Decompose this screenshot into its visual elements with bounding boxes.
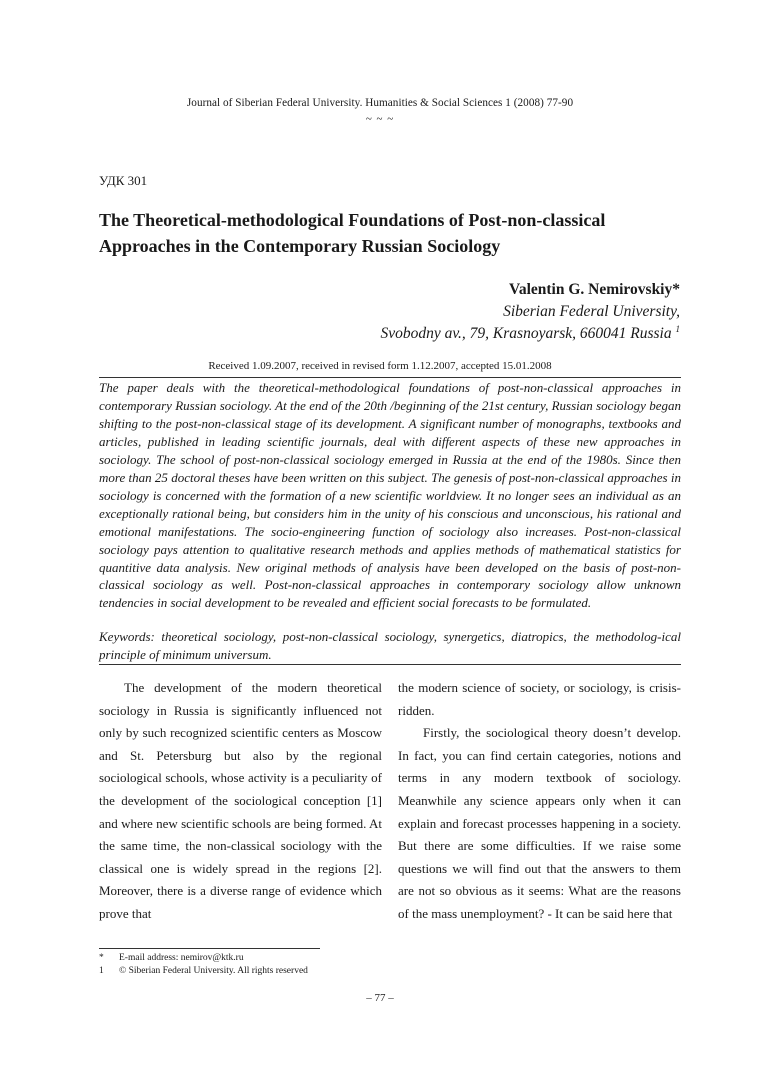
body-paragraph: the modern science of society, or sociology, is crisis-ridden. xyxy=(398,680,681,718)
body-column-right xyxy=(398,677,681,926)
title-line-1: The Theoretical-methodological Foundations of Post-non-classical xyxy=(99,210,606,230)
header-ornament: ~ ~ ~ xyxy=(365,113,395,125)
footnote-rule xyxy=(99,948,320,949)
body-column-left xyxy=(99,677,382,926)
title-line-2: Approaches in the Contemporary Russian Sociology xyxy=(99,236,501,256)
address-footnote-mark: 1 xyxy=(675,323,680,334)
abstract: The paper deals with the theoretical-methodological foundations of post-non-classical approaches in contemporary Russian sociology. At the end of the 20th /beginning of the 21st century, Russian sociology began shifting to the post-non-classical stage of its development. A significant number of monographs, textbooks and articles, published in leading scientific journals, deal with different aspects of these new approaches in sociology. The school of post-non-classical sociology emerged in Russia at the end of the 1980s. Since then more than 25 doctoral theses have been written on this subject. The genesis of post-non-classical approaches in sociology is concerned with the formation of a new scientific worldview. It no longer sees an individual as an exceptionally rational being, but considers him in the unity of his conscious and unconscious, his rational and emotional manifestations. The socio-engineering function of sociology also increases. Post-non-classical sociology pays attention to qualitative research methods and applies methods of mathematical statistics for quantitive data analysis. New original methods of analysis have been developed on the basis of post-non-classical sociology as well. Post-non-classical approaches in contemporary sociology allow unknown tendencies in social development to be revealed and efficient social forecasts to be formulated. xyxy=(99,380,681,611)
author-address: Svobodny av., 79, Krasnoyarsk, 660041 Russia xyxy=(380,325,672,342)
footnote-text: E-mail address: nemirov@ktk.ru xyxy=(119,953,244,963)
author-name: Valentin G. Nemirovskiy* xyxy=(509,281,680,298)
footnote-mark: * xyxy=(99,953,104,963)
footnote xyxy=(99,952,244,964)
footnote-mark: 1 xyxy=(99,966,104,976)
received-dates: Received 1.09.2007, received in revised form 1.12.2007, accepted 15.01.2008 xyxy=(208,360,552,372)
journal-header: Journal of Siberian Federal University. Humanities & Social Sciences 1 (2008) 77-90 xyxy=(186,97,574,109)
body-paragraph: The development of the modern theoretical sociology in Russia is significantly influenced not only by such recognized scientific centers as Moscow and St. Petersburg but also by the regional sociological schools, whose activity is a peculiarity of the development of the sociological conception [1] and where new scientific schools are being formed. At the same time, the non-classical sociology with the classical one is widely spread in the regions [2]. Moreover, there is a diverse range of evidence which prove that xyxy=(99,680,382,921)
author-block xyxy=(380,279,680,345)
udk-code: УДК 301 xyxy=(99,173,148,188)
author-address-line xyxy=(380,323,680,345)
body-paragraph: Firstly, the sociological theory doesn’t develop. In fact, you can find certain categories, notions and terms in any modern textbook of sociology. Meanwhile any science appears only when it can explain and forecast processes happening in a society. But there are some difficulties. If we raise some questions we will find out that the answers to them are not so obvious as it seems: What are the reasons of the mass unemployment? - It can be said here that xyxy=(398,725,681,921)
keywords: Keywords: theoretical sociology, post-non-classical sociology, synergetics, diatropics, the methodolog-ical principle of minimum universum. xyxy=(99,629,681,662)
footnote-text: © Siberian Federal University. All rights reserved xyxy=(119,966,308,976)
paper-title xyxy=(99,207,679,259)
footnote xyxy=(99,965,308,977)
page-number: – 77 – xyxy=(366,992,394,1004)
abstract-bottom-rule xyxy=(99,664,681,665)
author-affiliation: Siberian Federal University, xyxy=(503,303,680,320)
abstract-top-rule xyxy=(99,377,681,378)
